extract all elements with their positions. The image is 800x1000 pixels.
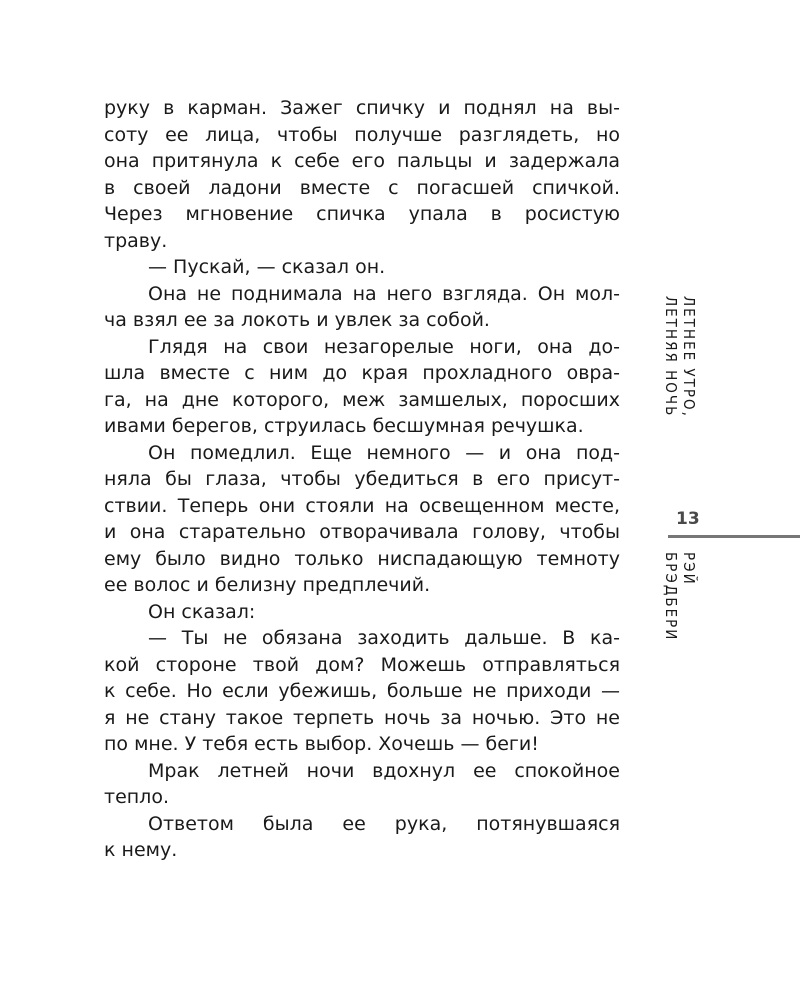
text-line: — Ты не обязана заходить дальше. В ка- [148, 627, 620, 649]
running-head-title: ЛЕТНЕЕ УТРО, ЛЕТНЯЯ НОЧЬ [662, 296, 698, 418]
text-line: траву. [104, 229, 168, 252]
text-line: она притянула к себе его пальцы и задержала [104, 150, 620, 172]
text-line: Мрак летней ночи вдохнул ее спокойное [148, 759, 620, 782]
text-line: и она старательно отворачивала голову, чтобы [104, 521, 620, 543]
text-line: Он помедлил. Еще немного — и она под- [148, 441, 620, 464]
text-line: к себе. Но если убежишь, больше не приходи — [104, 680, 620, 702]
text-line: Ответом была ее рука, потянувшаяся [148, 812, 620, 835]
margin-rule [668, 535, 800, 538]
text-line: Она не поднимала на него взгляда. Он мол- [148, 282, 620, 305]
text-line: кой стороне твой дом? Можешь отправляться [104, 653, 620, 676]
running-head-author: РЭЙ БРЭДБЕРИ [662, 552, 698, 642]
text-line: ее волос и белизну предплечий. [104, 574, 431, 596]
text-line: няла бы глаза, чтобы убедиться в его присут- [104, 468, 620, 490]
text-line: шла вместе с ним до края прохладного овра- [104, 362, 620, 384]
text-line: ивами берегов, струилась бесшумная речушка. [104, 415, 584, 437]
text-line: к нему. [104, 839, 178, 861]
text-line: Он сказал: [148, 600, 256, 623]
text-line: я не стану такое терпеть ночь за ночью. Это не [104, 706, 620, 729]
text-line: — Пускай, — сказал он. [148, 256, 386, 278]
page-number: 13 [676, 509, 700, 529]
text-line: в своей ладони вместе с погасшей спичкой. [104, 176, 620, 199]
text-line: га, на дне которого, меж замшелых, поросших [104, 388, 620, 411]
text-line: Глядя на свои незагорелые ноги, она до- [148, 335, 620, 358]
text-line: ствии. Теперь они стояли на освещенном месте, [104, 494, 620, 517]
text-line: руку в карман. Зажег спичку и поднял на вы- [104, 97, 620, 119]
text-line: ча взял ее за локоть и увлек за собой. [104, 309, 490, 331]
text-line: тепло. [104, 786, 169, 808]
text-line: Через мгновение спичка упала в росистую [104, 203, 620, 225]
text-line: по мне. У тебя есть выбор. Хочешь — беги! [104, 733, 539, 755]
text-line: соту ее лица, чтобы получше разглядеть, но [104, 123, 620, 146]
body-text [104, 95, 620, 864]
text-line: ему было видно только ниспадающую темноту [104, 547, 620, 570]
